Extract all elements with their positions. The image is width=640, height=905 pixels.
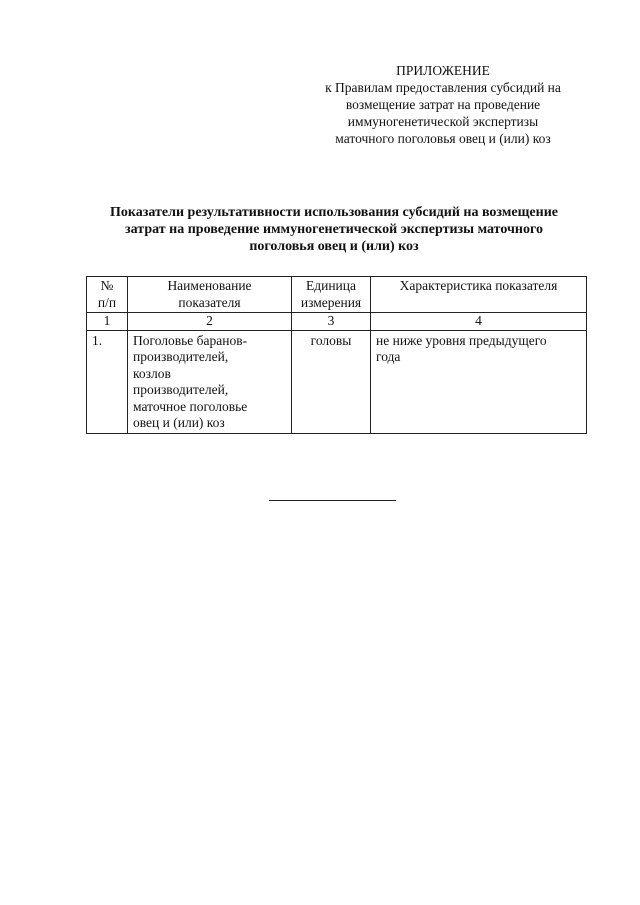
document-title-line: Показатели результативности использования субсидий на возмещение	[110, 205, 558, 220]
indicators-table	[86, 276, 587, 434]
column-number: 3	[292, 313, 371, 331]
appendix-header	[300, 62, 586, 147]
column-number: 2	[128, 313, 292, 331]
end-divider	[269, 500, 396, 501]
appendix-title: ПРИЛОЖЕНИЕ	[396, 63, 490, 78]
header-num: № п/п	[87, 277, 128, 313]
table-row	[87, 330, 587, 433]
row-num: 1.	[87, 330, 128, 433]
row-characteristic: не ниже уровня предыдущего года	[371, 330, 587, 433]
row-unit: головы	[292, 330, 371, 433]
document-title	[80, 204, 588, 255]
appendix-line: возмещение затрат на проведение	[345, 97, 541, 112]
header-characteristic: Характеристика показателя	[371, 277, 587, 313]
column-number: 4	[371, 313, 587, 331]
column-number: 1	[87, 313, 128, 331]
appendix-line: маточного поголовья овец и (или) коз	[335, 131, 551, 146]
appendix-line: иммуногенетической экспертизы	[347, 114, 539, 129]
header-name: Наименование показателя	[128, 277, 292, 313]
table-header-row	[87, 277, 587, 313]
row-name: Поголовье баранов- производителей, козлов производителей, маточное поголовье овец и (или) коз	[128, 330, 292, 433]
appendix-line: к Правилам предоставления субсидий на	[325, 80, 561, 95]
document-title-line: поголовья овец и (или) коз	[249, 239, 419, 254]
column-number-row	[87, 313, 587, 331]
header-unit: Единица измерения	[292, 277, 371, 313]
document-title-line: затрат на проведение иммуногенетической экспертизы маточного	[125, 222, 543, 237]
